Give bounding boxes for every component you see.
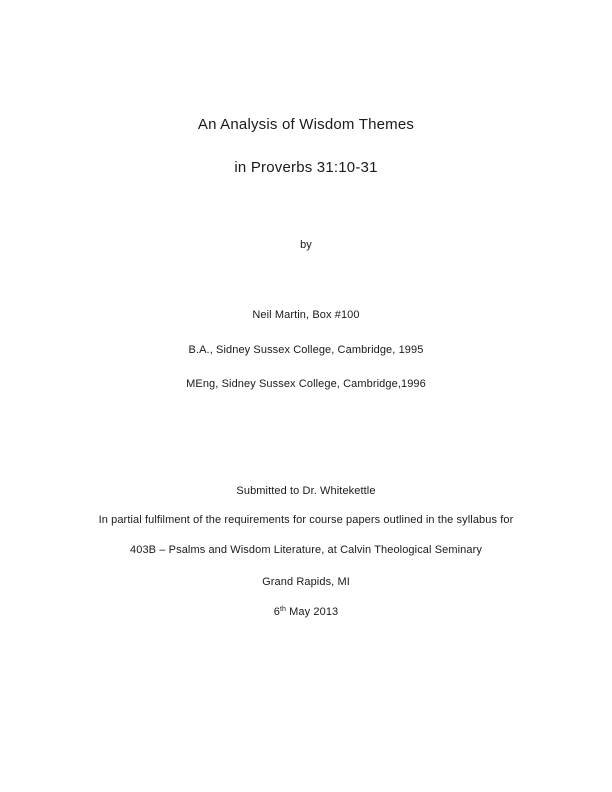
document-title-line-2: in Proverbs 31:10-31 [234, 159, 378, 176]
submitted-to: Submitted to Dr. Whitekettle [236, 485, 376, 497]
by-label: by [300, 239, 312, 251]
author-degree-meng: MEng, Sidney Sussex College, Cambridge,1996 [186, 378, 426, 390]
requirements-statement: In partial fulfilment of the requirements for course papers outlined in the syllabus for [98, 514, 514, 526]
document-title-line-1: An Analysis of Wisdom Themes [197, 116, 415, 133]
date-ordinal-suffix: th [279, 606, 286, 613]
location: Grand Rapids, MI [262, 576, 350, 588]
course-statement: 403B – Psalms and Wisdom Literature, at Calvin Theological Seminary [130, 544, 482, 556]
submission-date [0, 606, 612, 618]
author-name: Neil Martin, Box #100 [252, 309, 360, 321]
date-month-year: May 2013 [286, 606, 339, 618]
date-day: 6 [273, 606, 280, 618]
author-degree-ba: B.A., Sidney Sussex College, Cambridge, 1995 [188, 344, 424, 356]
